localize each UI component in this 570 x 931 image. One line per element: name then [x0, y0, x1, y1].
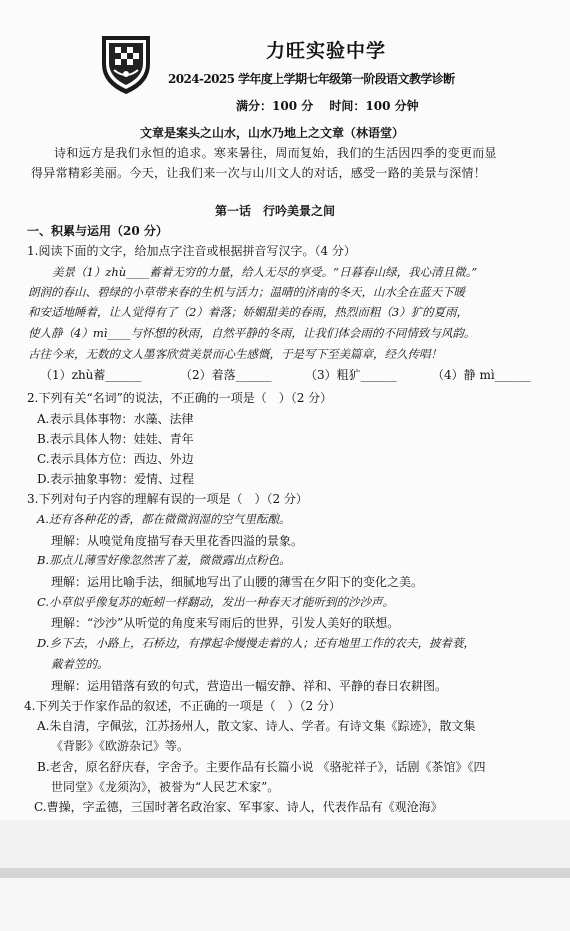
section-title: 一、积累与运用（20 分） [27, 224, 168, 238]
q3-option-d-cont: 戴着笠的。 [51, 657, 109, 671]
q1-passage-line: 古往今来，无数的文人墨客欣赏美景而心生感慨，于是写下至美篇章，经久传唱！ [28, 347, 442, 361]
q4-option-a-cont: 《背影》《欧游杂记》等。 [51, 739, 190, 753]
exam-title: 2024-2025 学年度上学期七年级第一阶段语文教学诊断 [168, 72, 455, 86]
school-name: 力旺实验中学 [266, 40, 387, 62]
q3-explanation-b: 理解：运用比喻手法，细腻地写出了山腰的薄雪在夕阳下的变化之美。 [51, 575, 424, 589]
q2-option-b[interactable]: B.表示具体人物：娃娃、青年 [37, 432, 194, 446]
q3-explanation-a: 理解：从嗅觉角度描写春天里花香四溢的景象。 [51, 534, 304, 548]
q2-option-a[interactable]: A.表示具体事物：水藻、法律 [37, 412, 194, 426]
q2-option-c[interactable]: C.表示具体方位：西边、外边 [37, 452, 194, 466]
q1-answer-2[interactable]: （2）着落______ [180, 368, 272, 382]
q1-answer-4[interactable]: （4）静 mì______ [432, 368, 531, 382]
q3-explanation-c: 理解：“沙沙”从听觉的角度来写雨后的世界，引发人美好的联想。 [51, 616, 400, 630]
q3-option-d[interactable]: D.乡下去，小路上，石桥边，有撑起伞慢慢走着的人；还有地里工作的农夫，披着蓑， [37, 636, 475, 650]
exam-info: 满分：100 分 时间：100 分钟 [236, 99, 419, 113]
page-gap [0, 820, 570, 868]
q1-passage-line: 美景（1）zhù____蓄着无穷的力量，给人无尽的享受。“日暮春山绿，我心清且微。” [52, 265, 478, 279]
q4-option-c[interactable]: C.曹操，字孟德，三国时著名政治家、军事家、诗人，代表作品有《观沧海》 [34, 800, 443, 814]
q4-option-b-cont: 世同堂》《龙须沟》，被誉为“人民艺术家”。 [51, 780, 280, 794]
q3-stem: 3.下列对句子内容的理解有误的一项是（ ）（2 分） [27, 492, 308, 506]
q4-option-a[interactable]: A.朱自清，字佩弦，江苏扬州人，散文家、诗人、学者。有诗文集《踪迹》，散文集 [37, 719, 476, 733]
school-emblem-icon [98, 30, 154, 96]
q3-option-c[interactable]: C.小草似乎像复苏的蚯蚓一样翻动，发出一种春天才能听到的沙沙声。 [37, 595, 395, 609]
intro-line-2: 得异常精彩美丽。今天，让我们来一次与山川文人的对话，感受一路的美景与深情！ [31, 166, 487, 180]
q1-answer-3[interactable]: （3）粗犷______ [305, 368, 397, 382]
q4-stem: 4.下列关于作家作品的叙述，不正确的一项是（ ）（2 分） [24, 699, 341, 713]
q1-answer-1[interactable]: （1）zhù蓄______ [40, 368, 142, 382]
q3-explanation-d: 理解：运用错落有致的句式，营造出一幅安静、祥和、平静的春日农耕图。 [51, 679, 448, 693]
q3-option-a[interactable]: A.还有各种花的香，都在微微润湿的空气里酝酿。 [37, 512, 291, 526]
divider-bar [0, 868, 570, 878]
blank-area [0, 878, 570, 931]
q1-passage-line: 和安适地睡着，让人觉得有了（2）着落；娇媚甜美的春雨，热烈而粗（3）犷的夏雨， [28, 305, 469, 319]
q1-stem: 1.阅读下面的文字，给加点字注音或根据拼音写汉字。（4 分） [27, 244, 356, 258]
q2-option-d[interactable]: D.表示抽象事物：爱情、过程 [37, 472, 195, 486]
q1-passage-line: 使人静（4）mì____与怀想的秋雨，自然平静的冬雨，让我们体会雨的不同情致与风韵。 [28, 326, 476, 340]
q3-option-b[interactable]: B.那点儿薄雪好像忽然害了羞，微微露出点粉色。 [37, 553, 291, 567]
q4-option-b[interactable]: B.老舍，原名舒庆春，字舍予。主要作品有长篇小说 《骆驼祥子》，话剧《茶馆》《四 [37, 760, 486, 774]
motto: 文章是案头之山水，山水乃地上之文章（林语堂） [140, 126, 405, 140]
intro-line-1: 诗和远方是我们永恒的追求。寒来暑往，周而复始，我们的生活因四季的变更而显 [54, 146, 497, 160]
q2-stem: 2.下列有关“名词”的说法，不正确的一项是（ ）（2 分） [27, 391, 333, 405]
chapter-title: 第一话 行吟美景之间 [215, 204, 336, 218]
q1-passage-line: 朗润的春山、碧绿的小草带来春的生机与活力；温晴的济南的冬天，山水全在蓝天下暖 [28, 285, 465, 299]
